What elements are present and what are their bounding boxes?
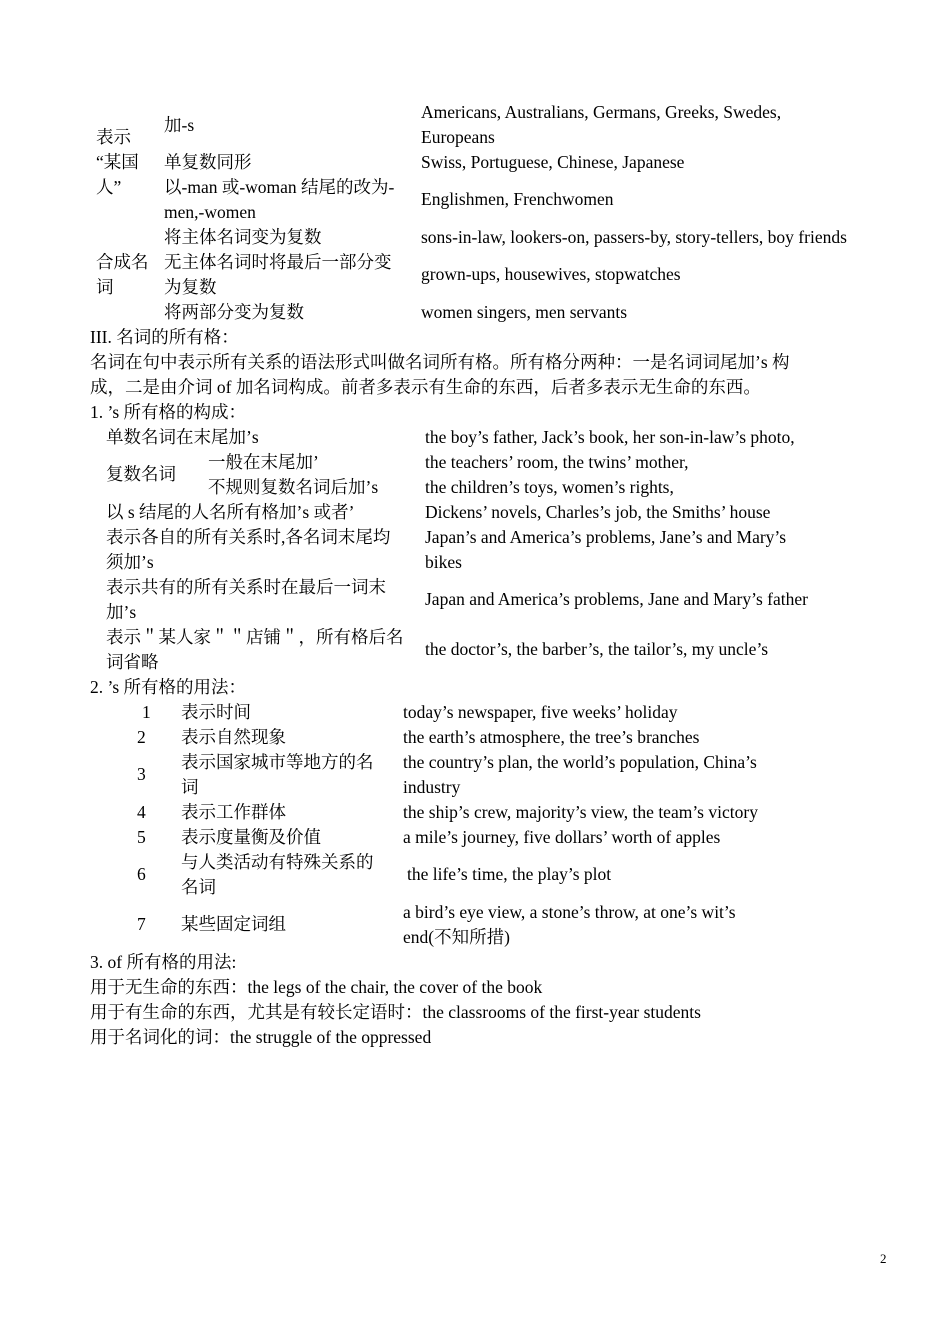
subsection-heading: 3. of 所有格的用法:	[90, 952, 237, 972]
rule-cell: 表示各自的所有关系时,各名词末尾均	[106, 527, 391, 547]
example-cell: the ship’s crew, majority’s view, the team’s victory	[403, 802, 758, 822]
example-cell: Englishmen, Frenchwomen	[421, 189, 614, 209]
paragraph-line: 用于名词化的词：the struggle of the oppressed	[90, 1027, 432, 1047]
subsection-heading: 1. ’s 所有格的构成：	[90, 402, 247, 422]
rule-cell: 表示共有的所有关系时在最后一词末	[106, 577, 386, 597]
use-cell: 词	[181, 777, 199, 797]
example-cell: grown-ups, housewives, stopwatches	[421, 264, 681, 284]
rule-cell: 将主体名词变为复数	[164, 227, 322, 247]
group-label: 人”	[96, 177, 122, 197]
rule-cell: 单数名词在末尾加’s	[106, 427, 259, 447]
example-cell: Japan’s and America’s problems, Jane’s and Mary’s	[425, 527, 787, 547]
use-cell: 表示自然现象	[181, 727, 286, 747]
example-cell: Dickens’ novels, Charles’s job, the Smiths’ house	[425, 502, 771, 522]
rule-cell: 一般在末尾加’	[208, 452, 319, 472]
row-number: 6	[137, 864, 146, 884]
row-number: 5	[137, 827, 146, 847]
example-cell: Europeans	[421, 127, 495, 147]
example-cell: Japan and America’s problems, Jane and Mary’s father	[425, 589, 808, 609]
section-heading: III. 名词的所有格：	[90, 327, 239, 347]
rule-cell: 以 s 结尾的人名所有格加’s 或者’	[106, 502, 355, 522]
row-number: 7	[137, 914, 146, 934]
paragraph-line: 用于无生命的东西：the legs of the chair, the cover of the book	[90, 977, 543, 997]
example-cell: today’s newspaper, five weeks’ holiday	[403, 702, 678, 722]
group-label: 词	[96, 277, 114, 297]
rule-cell: 单复数同形	[164, 152, 252, 172]
group-label: 复数名词	[106, 464, 176, 484]
paragraph-line: 名词在句中表示所有关系的语法形式叫做名词所有格。所有格分两种：一是名词词尾加’s 构	[90, 352, 790, 372]
rule-cell: men,-women	[164, 202, 256, 222]
example-cell: the teachers’ room, the twins’ mother,	[425, 452, 689, 472]
example-cell: a mile’s journey, five dollars’ worth of apples	[403, 827, 721, 847]
rule-cell: 以-man 或-woman 结尾的改为-	[164, 177, 395, 197]
rule-cell: 加’s	[106, 602, 137, 622]
example-cell: a bird’s eye view, a stone’s throw, at one’s wit’s	[403, 902, 736, 922]
row-number: 1	[142, 702, 151, 722]
example-cell: the country’s plan, the world’s population, China’s	[403, 752, 757, 772]
rule-cell: 不规则复数名词后加’s	[208, 477, 379, 497]
example-cell: Swiss, Portuguese, Chinese, Japanese	[421, 152, 685, 172]
example-cell: the earth’s atmosphere, the tree’s branches	[403, 727, 700, 747]
use-cell: 某些固定词组	[181, 914, 286, 934]
rule-cell: 表示＂某人家＂＂店铺＂，所有格后名	[106, 627, 404, 647]
rule-cell: 无主体名词时将最后一部分变	[164, 252, 392, 272]
row-number: 3	[137, 764, 146, 784]
use-cell: 表示国家城市等地方的名	[181, 752, 374, 772]
rule-cell: 为复数	[164, 277, 217, 297]
example-cell: bikes	[425, 552, 462, 572]
example-cell: the children’s toys, women’s rights,	[425, 477, 674, 497]
paragraph-line: 成，二是由介词 of 加名词构成。前者多表示有生命的东西，后者多表示无生命的东西。	[90, 377, 761, 397]
rule-cell: 将两部分变为复数	[164, 302, 304, 322]
row-number: 2	[137, 727, 146, 747]
example-cell: women singers, men servants	[421, 302, 628, 322]
group-label: 合成名	[96, 252, 149, 272]
use-cell: 表示工作群体	[181, 802, 286, 822]
rule-cell: 词省略	[106, 652, 159, 672]
use-cell: 表示度量衡及价值	[181, 827, 321, 847]
group-label: “某国	[96, 152, 139, 172]
group-label: 表示	[96, 127, 131, 147]
example-cell: the life’s time, the play’s plot	[407, 864, 612, 884]
use-cell: 与人类活动有特殊关系的	[181, 852, 374, 872]
example-cell: the doctor’s, the barber’s, the tailor’s, my uncle’s	[425, 639, 769, 659]
example-cell: end(不知所措)	[403, 927, 510, 947]
example-cell: Americans, Australians, Germans, Greeks, Swedes,	[421, 102, 782, 122]
rule-cell: 须加’s	[106, 552, 154, 572]
rule-cell: 加-s	[164, 115, 195, 135]
paragraph-line: 用于有生命的东西，尤其是有较长定语时：the classrooms of the first-year students	[90, 1002, 701, 1022]
use-cell: 表示时间	[181, 702, 251, 722]
subsection-heading: 2. ’s 所有格的用法：	[90, 677, 247, 697]
example-cell: sons-in-law, lookers-on, passers-by, story-tellers, boy friends	[421, 227, 847, 247]
use-cell: 名词	[181, 877, 216, 897]
row-number: 4	[137, 802, 146, 822]
page-number: 2	[880, 1251, 887, 1266]
example-cell: the boy’s father, Jack’s book, her son-in-law’s photo,	[425, 427, 795, 447]
example-cell: industry	[403, 777, 461, 797]
